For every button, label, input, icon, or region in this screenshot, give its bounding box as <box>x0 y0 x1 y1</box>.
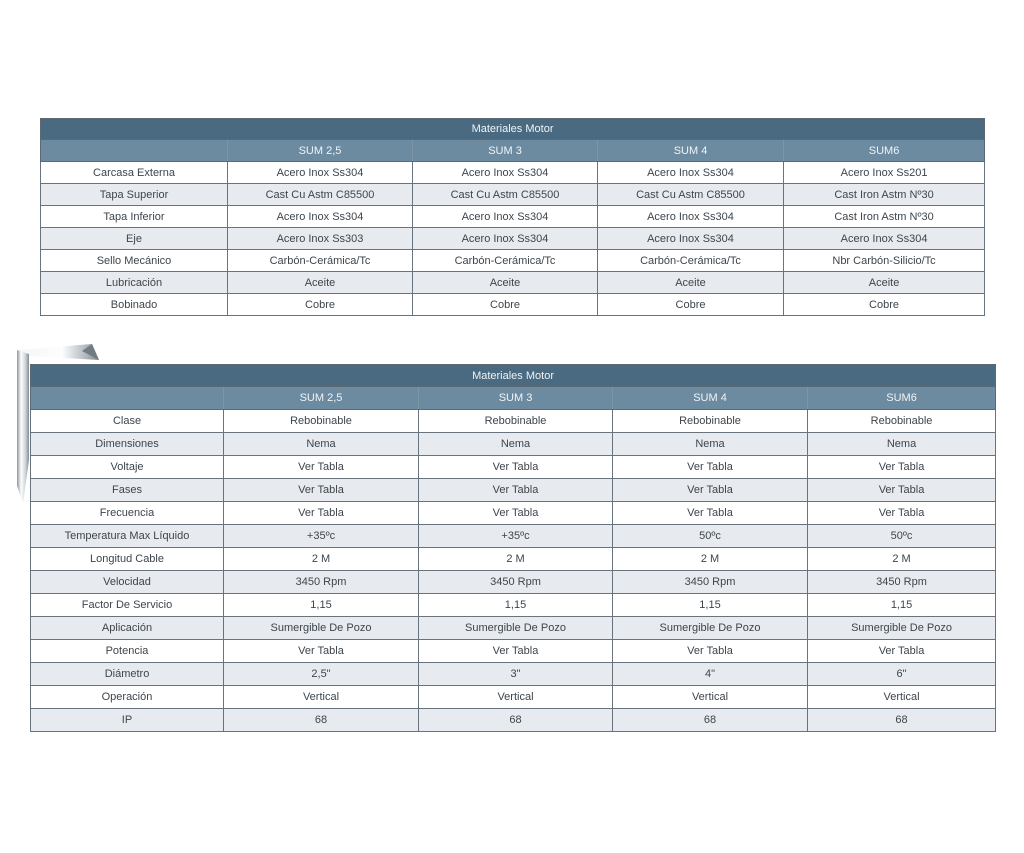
cell-value: Acero Inox Ss201 <box>784 162 985 184</box>
cell-value: Nema <box>419 433 613 456</box>
cell-value: Ver Tabla <box>808 640 996 663</box>
table-row <box>31 617 996 640</box>
cell-value: Acero Inox Ss304 <box>598 206 784 228</box>
cell-value: Cobre <box>228 294 413 316</box>
cell-value: Nema <box>808 433 996 456</box>
cell-value: Ver Tabla <box>419 640 613 663</box>
cell-value: Sumergible De Pozo <box>224 617 419 640</box>
row-label: Frecuencia <box>31 502 224 525</box>
table-row <box>31 456 996 479</box>
row-label: Fases <box>31 479 224 502</box>
column-header-sum4: SUM 4 <box>598 140 784 162</box>
column-header-sum3: SUM 3 <box>419 387 613 410</box>
row-label: Voltaje <box>31 456 224 479</box>
cell-value: 2,5" <box>224 663 419 686</box>
cell-value: Vertical <box>613 686 808 709</box>
cell-value: Vertical <box>224 686 419 709</box>
row-label: Potencia <box>31 640 224 663</box>
row-label: Eje <box>41 228 228 250</box>
cell-value: 68 <box>419 709 613 732</box>
table-row <box>31 502 996 525</box>
column-header-row <box>31 387 996 410</box>
cell-value: 3450 Rpm <box>613 571 808 594</box>
cell-value: Ver Tabla <box>419 456 613 479</box>
column-header-row <box>41 140 985 162</box>
cell-value: Ver Tabla <box>419 502 613 525</box>
table-row <box>31 640 996 663</box>
table-row <box>31 709 996 732</box>
cell-value: Ver Tabla <box>613 479 808 502</box>
cell-value: Ver Tabla <box>224 640 419 663</box>
table-row <box>41 272 985 294</box>
cell-value: Aceite <box>413 272 598 294</box>
cell-value: Acero Inox Ss304 <box>413 228 598 250</box>
cell-value: Aceite <box>598 272 784 294</box>
cell-value: Cobre <box>598 294 784 316</box>
table-row <box>41 294 985 316</box>
cell-value: 2 M <box>419 548 613 571</box>
column-header-sum25: SUM 2,5 <box>224 387 419 410</box>
row-label: Dimensiones <box>31 433 224 456</box>
row-label: Sello Mecánico <box>41 250 228 272</box>
table-row <box>31 433 996 456</box>
cell-value: Cast Cu Astm C85500 <box>413 184 598 206</box>
cell-value: 68 <box>224 709 419 732</box>
cell-value: Acero Inox Ss304 <box>228 206 413 228</box>
row-label: IP <box>31 709 224 732</box>
row-label: Aplicación <box>31 617 224 640</box>
cell-value: Ver Tabla <box>808 479 996 502</box>
table-row <box>31 410 996 433</box>
cell-value: Carbón-Cerámica/Tc <box>413 250 598 272</box>
materials-motor-table <box>40 118 985 316</box>
cell-value: Rebobinable <box>613 410 808 433</box>
cell-value: 6" <box>808 663 996 686</box>
cell-value: 3450 Rpm <box>808 571 996 594</box>
cell-value: Aceite <box>784 272 985 294</box>
cell-value: Cast Iron Astm Nº30 <box>784 206 985 228</box>
table-row <box>41 228 985 250</box>
column-header-sum6: SUM6 <box>808 387 996 410</box>
row-label: Tapa Superior <box>41 184 228 206</box>
row-label: Bobinado <box>41 294 228 316</box>
cell-value: Acero Inox Ss304 <box>598 162 784 184</box>
motor-specs-table-grid <box>30 364 996 732</box>
row-label: Diámetro <box>31 663 224 686</box>
cell-value: 2 M <box>808 548 996 571</box>
cell-value: Rebobinable <box>224 410 419 433</box>
row-label: Clase <box>31 410 224 433</box>
cell-value: Nema <box>613 433 808 456</box>
column-header-blank <box>31 387 224 410</box>
cell-value: Acero Inox Ss304 <box>784 228 985 250</box>
materials-motor-table-grid <box>40 118 985 316</box>
table-row <box>41 162 985 184</box>
cell-value: Cast Iron Astm Nº30 <box>784 184 985 206</box>
cell-value: Ver Tabla <box>224 456 419 479</box>
cell-value: 68 <box>613 709 808 732</box>
table-row <box>31 686 996 709</box>
motor-specs-table <box>30 364 996 732</box>
cell-value: 68 <box>808 709 996 732</box>
cell-value: Sumergible De Pozo <box>613 617 808 640</box>
cell-value: Ver Tabla <box>613 640 808 663</box>
cell-value: 3450 Rpm <box>419 571 613 594</box>
cell-value: Ver Tabla <box>808 456 996 479</box>
table-row <box>31 479 996 502</box>
cell-value: Acero Inox Ss304 <box>413 162 598 184</box>
cell-value: 1,15 <box>808 594 996 617</box>
row-label: Temperatura Max Líquido <box>31 525 224 548</box>
table-row <box>41 250 985 272</box>
cell-value: +35ºc <box>419 525 613 548</box>
cell-value: Ver Tabla <box>419 479 613 502</box>
table-title: Materiales Motor <box>41 119 985 140</box>
cell-value: Cast Cu Astm C85500 <box>598 184 784 206</box>
cell-value: Sumergible De Pozo <box>808 617 996 640</box>
cell-value: Ver Tabla <box>613 456 808 479</box>
cell-value: Acero Inox Ss304 <box>598 228 784 250</box>
cell-value: 50ºc <box>613 525 808 548</box>
table-row <box>31 663 996 686</box>
column-header-blank <box>41 140 228 162</box>
column-header-sum25: SUM 2,5 <box>228 140 413 162</box>
cell-value: Nema <box>224 433 419 456</box>
cell-value: Ver Tabla <box>613 502 808 525</box>
cell-value: 50ºc <box>808 525 996 548</box>
table-title-row <box>41 119 985 140</box>
column-header-sum6: SUM6 <box>784 140 985 162</box>
cell-value: Cobre <box>784 294 985 316</box>
cell-value: Vertical <box>419 686 613 709</box>
cell-value: Vertical <box>808 686 996 709</box>
cell-value: Acero Inox Ss304 <box>228 162 413 184</box>
row-label: Factor De Servicio <box>31 594 224 617</box>
cell-value: 1,15 <box>419 594 613 617</box>
row-label: Operación <box>31 686 224 709</box>
cell-value: 3450 Rpm <box>224 571 419 594</box>
cell-value: 1,15 <box>224 594 419 617</box>
row-label: Velocidad <box>31 571 224 594</box>
cell-value: Cobre <box>413 294 598 316</box>
cell-value: 1,15 <box>613 594 808 617</box>
cell-value: Carbón-Cerámica/Tc <box>228 250 413 272</box>
table-title-row <box>31 365 996 387</box>
cell-value: 2 M <box>224 548 419 571</box>
column-header-sum4: SUM 4 <box>613 387 808 410</box>
row-label: Carcasa Externa <box>41 162 228 184</box>
table-row <box>31 594 996 617</box>
row-label: Tapa Inferior <box>41 206 228 228</box>
cell-value: Rebobinable <box>419 410 613 433</box>
table-row <box>41 184 985 206</box>
cell-value: Carbón-Cerámica/Tc <box>598 250 784 272</box>
table-row <box>41 206 985 228</box>
cell-value: 2 M <box>613 548 808 571</box>
cell-value: Cast Cu Astm C85500 <box>228 184 413 206</box>
cell-value: Ver Tabla <box>808 502 996 525</box>
cell-value: Nbr Carbón-Silicio/Tc <box>784 250 985 272</box>
ribbon-vertical-strip <box>17 350 29 503</box>
cell-value: +35ºc <box>224 525 419 548</box>
row-label: Longitud Cable <box>31 548 224 571</box>
cell-value: Acero Inox Ss304 <box>413 206 598 228</box>
cell-value: Ver Tabla <box>224 479 419 502</box>
cell-value: Acero Inox Ss303 <box>228 228 413 250</box>
cell-value: 4" <box>613 663 808 686</box>
cell-value: Ver Tabla <box>224 502 419 525</box>
cell-value: Aceite <box>228 272 413 294</box>
row-label: Lubricación <box>41 272 228 294</box>
column-header-sum3: SUM 3 <box>413 140 598 162</box>
cell-value: 3" <box>419 663 613 686</box>
cell-value: Sumergible De Pozo <box>419 617 613 640</box>
cell-value: Rebobinable <box>808 410 996 433</box>
table-title: Materiales Motor <box>31 365 996 387</box>
table-row <box>31 571 996 594</box>
table-row <box>31 525 996 548</box>
table-row <box>31 548 996 571</box>
